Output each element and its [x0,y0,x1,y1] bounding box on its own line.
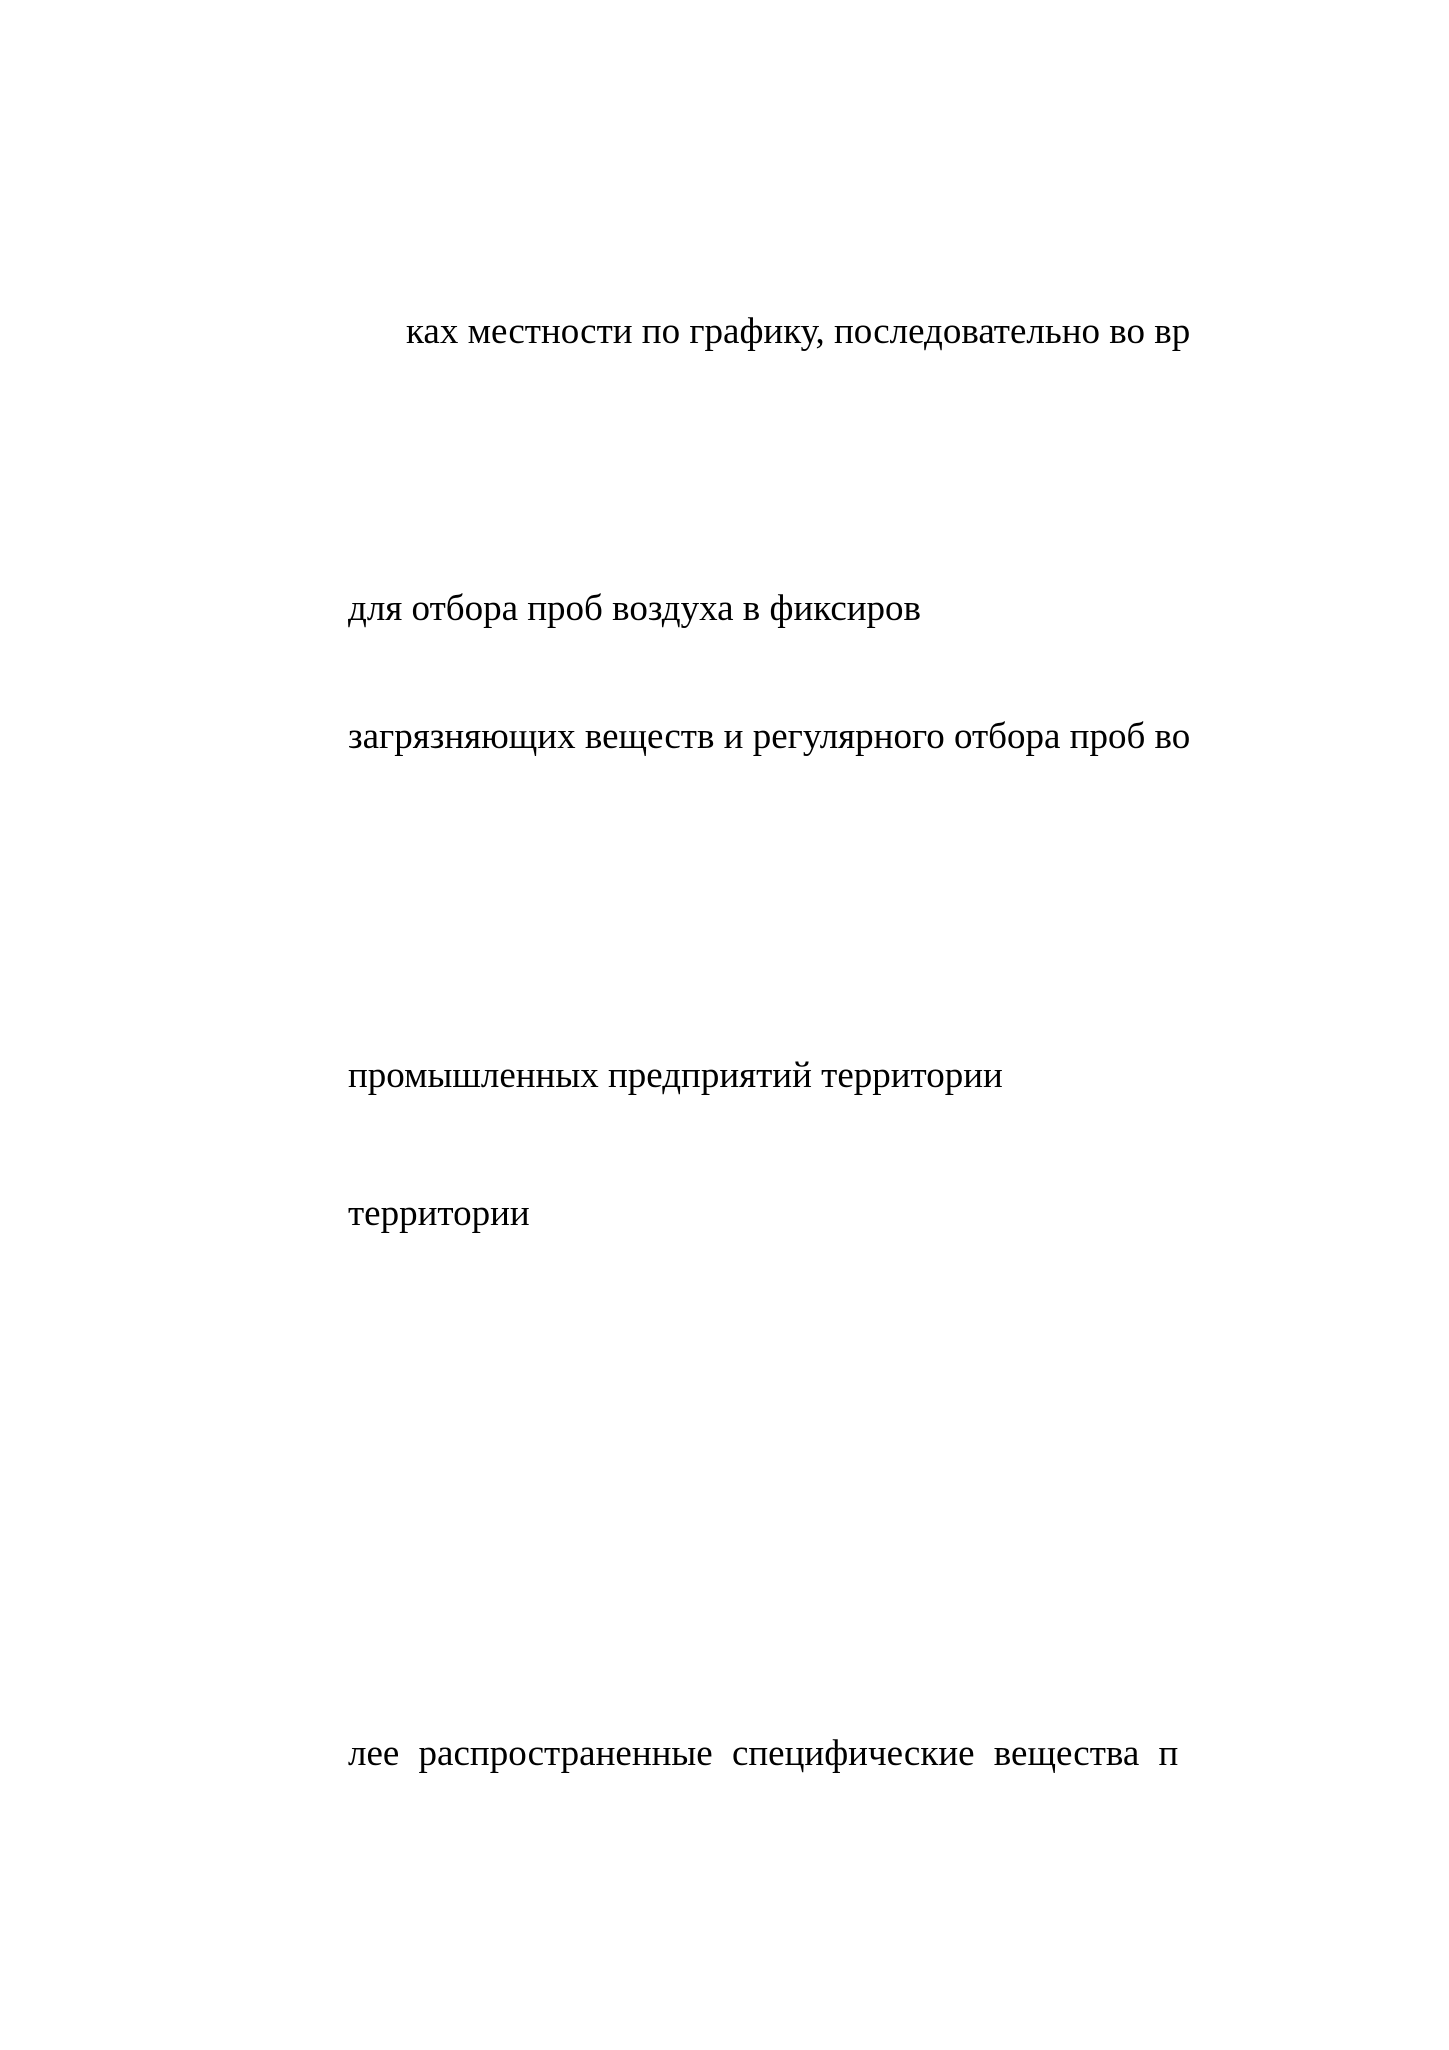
text-line: ках местности по графику, последовательно во вр [406,311,1191,352]
text-line: промышленных предприятий территории [348,1055,1003,1096]
text-line: для отбора проб воздуха в фиксиров [348,588,922,629]
text-line: загрязняющих веществ и регулярного отбора проб во [348,716,1191,757]
text-line: территории [348,1193,530,1234]
text-line: лее распространенные специфические вещества п [348,1733,1179,1774]
